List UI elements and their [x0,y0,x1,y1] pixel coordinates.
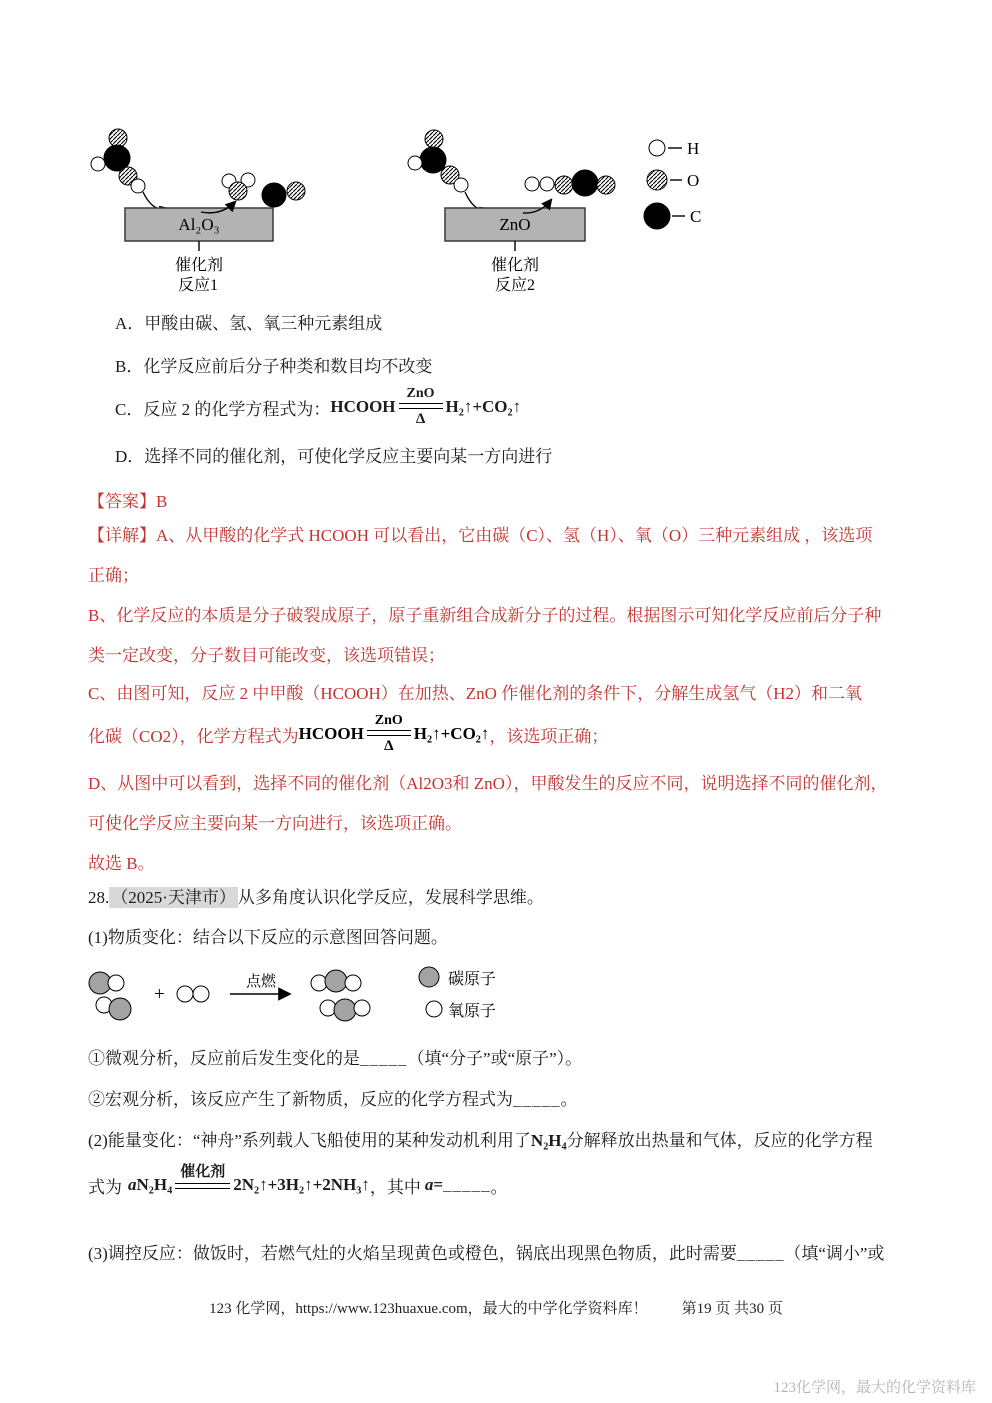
answer-blank: _____ [360,1049,408,1068]
part1-intro [88,923,448,948]
part2-line2-post: 。 [490,1177,508,1197]
explanation-line [88,641,445,666]
equation-condition [367,713,411,755]
c-atom-icon [644,203,670,229]
explanation-line [88,703,608,765]
answer-tag: 【答案】 [88,492,156,511]
part3-pre: (3)调控反应：做饭时，若燃气灶的火焰呈现黄色或橙色，锅底出现黑色物质，此时需要 [88,1244,737,1263]
equation-reaction2 [299,713,490,755]
option-b-text: 化学反应前后分子种类和数目均不改变 [143,357,433,376]
explanation-line [88,601,881,626]
condition-above: 催化剂 [180,1164,226,1181]
slab-label-al2o3: Al₂O₃ [178,215,220,234]
option-c-text: 反应 2 的化学方程式为： [143,399,331,419]
part2-post: 分解释放出热量和气体，反应的化学方程 [566,1131,873,1150]
co2-product-2 [320,999,370,1021]
explanation-c1: C、由图可知，反应 2 中甲酸（HCOOH）在加热、ZnO 作催化剂的条件下，分解生成氢气（H2）和二氧 [88,684,862,703]
h2-molecule [525,177,554,191]
condition-above: ZnO [374,712,403,728]
equation-reactant: N₂H₄ [136,1175,173,1194]
legend-o-label: O [687,171,700,190]
atom-legend [644,139,701,229]
footer-page-number: 第19 页 共30 页 [681,1301,783,1317]
variable-a: a [424,1175,434,1194]
catalyst-reaction-figure [85,112,730,300]
sub1-pre: ①微观分析，反应前后发生变化的是 [88,1049,360,1068]
option-d-text: 选择不同的催化剂，可使化学反应主要向某一方向进行 [144,447,553,466]
part2-line2-mid: ，其中 [369,1177,421,1197]
explanation-c2-post: ，该选项正确； [489,726,609,746]
equals-sign: = [433,1175,444,1194]
option-d-label: D． [115,447,145,466]
explanation-a1: A、从甲酸的化学式 HCOOH 可以看出，它由碳（C）、氢（H）、氧（O）三种元素组成 ，该选项 [156,526,873,545]
page-footer [0,1297,992,1318]
condition-label: 点燃 [245,974,277,990]
legend-c-label: C [690,207,702,226]
explanation-end: 故选 B。 [88,854,155,873]
part2-pre: (2)能量变化：“神舟”系列载人飞船使用的某种发动机利用了 [88,1131,531,1150]
option-a-text: 甲酸由碳、氢、氧三种元素组成 [144,314,383,333]
equation-reactant: HCOOH [298,724,364,743]
h-atom-icon [649,140,665,156]
condition-below: Δ [384,737,394,754]
answer-blank: _____ [513,1090,561,1109]
oxygen-atom-icon [426,1001,442,1017]
co-molecule-2 [96,997,131,1020]
condition-above: ZnO [406,385,435,401]
sub2-pre: ②宏观分析，该反应产生了新物质，反应的化学方程式为 [88,1090,513,1109]
explanation-line [88,679,862,704]
co2-product-1 [311,970,361,992]
equation-reactant: HCOOH [330,397,396,416]
equation-reaction2 [330,386,521,428]
answer-line [88,487,167,512]
option-c [115,381,521,433]
part3-intro [88,1239,884,1264]
carbon-atom-icon [419,967,439,987]
question-source-tag: （2025·天津市） [111,888,236,907]
h2o-molecule [222,173,255,200]
legend-oxygen-label: 氧原子 [448,1003,497,1020]
explanation-line [88,769,887,794]
explanation-b1: B、化学反应的本质是分子破裂成原子，原子重新组合成新分子的过程。根据图示可知化学反应前后分子种 [88,606,882,625]
explanation-a2: 正确； [88,566,139,585]
o2-molecule [177,986,209,1002]
equation-products: H₂↑+CO₂↑ [413,724,490,743]
explanation-line [88,809,462,834]
option-c-label: C． [115,399,144,419]
explanation-conclusion [88,849,155,874]
answer-blank: _____ [443,1175,491,1194]
footer-site-text: 123 化学网，https://www.123huaxue.com，最大的中学化学资料库！ [209,1301,648,1317]
hcooh-molecule-1 [91,129,145,193]
part2-intro [88,1126,873,1151]
explanation-b2: 类一定改变，分子数目可能改变，该选项错误； [88,646,445,665]
catalyst-label-2: 催化剂 [490,257,540,274]
option-a [115,309,382,334]
reaction2-arrow-in [465,192,489,210]
hcooh-molecule-2 [408,130,468,192]
part1-text: (1)物质变化：结合以下反应的示意图回答问题。 [88,928,448,947]
equation-double-line [175,1183,230,1189]
equation-double-line [399,403,443,409]
catalyst-label-1: 催化剂 [174,257,224,274]
option-d [115,442,552,467]
watermark-text: 123化学网，最大的化学资料库 [773,1380,976,1396]
question-28-stem [88,883,544,908]
question-number: 28. [88,888,110,907]
answer-blank: _____ [736,1244,785,1263]
n2h4-formula: N₂H₄ [530,1131,567,1150]
o-atom-icon [647,170,667,190]
part3-post: （填“调小”或 [784,1244,885,1263]
co-molecule [262,182,305,207]
equation-products: 2N₂↑+3H₂↑+2NH₃↑ [233,1175,370,1194]
part2-line2-pre: 式为 [88,1177,122,1197]
explanation-tag: 【详解】 [88,526,156,545]
explanation-d2: 可使化学反应主要向某一方向进行，该选项正确。 [88,814,462,833]
legend-carbon-label: 碳原子 [448,971,497,988]
equation-hydrazine [128,1164,370,1197]
explanation-line [88,521,872,546]
subquestion-1 [88,1044,582,1069]
slab-label-zno: ZnO [499,215,531,234]
sub2-post: 。 [560,1090,578,1109]
equation-products: H₂↑+CO₂↑ [445,397,522,416]
equation-coefficient: a [128,1175,137,1194]
option-b [115,352,432,377]
question-stem-text: 从多角度认识化学反应，发展科学思维。 [237,888,544,907]
plus-sign: + [154,984,165,1005]
reaction2-label: 反应2 [494,277,536,294]
explanation-line [88,561,139,586]
atom-legend [419,967,496,1020]
option-b-label: B． [115,357,144,376]
explanation-d1: D、从图中可以看到，选择不同的催化剂（Al2O3和 ZnO），甲酸发生的反应不同，说明选择不同的催化剂， [88,774,888,793]
answer-value: B [156,492,168,511]
condition-below: Δ [415,410,426,427]
explanation-c2-pre: 化碳（CO2），化学方程式为 [88,726,299,746]
sub1-post: （填“分子”或“原子”）。 [407,1049,583,1068]
co-molecule-1 [89,972,124,994]
part2-equation-line [88,1156,508,1214]
equation-condition [175,1164,230,1189]
reaction1-arrow-in [143,192,169,210]
equation-double-line [367,730,411,736]
option-a-label: A． [115,314,145,333]
reaction1-label: 反应1 [177,277,219,294]
equation-condition [399,386,443,428]
subquestion-2 [88,1085,578,1110]
combustion-reaction-figure [88,953,648,1037]
co2-molecule [555,170,615,196]
legend-h-label: H [687,139,700,158]
